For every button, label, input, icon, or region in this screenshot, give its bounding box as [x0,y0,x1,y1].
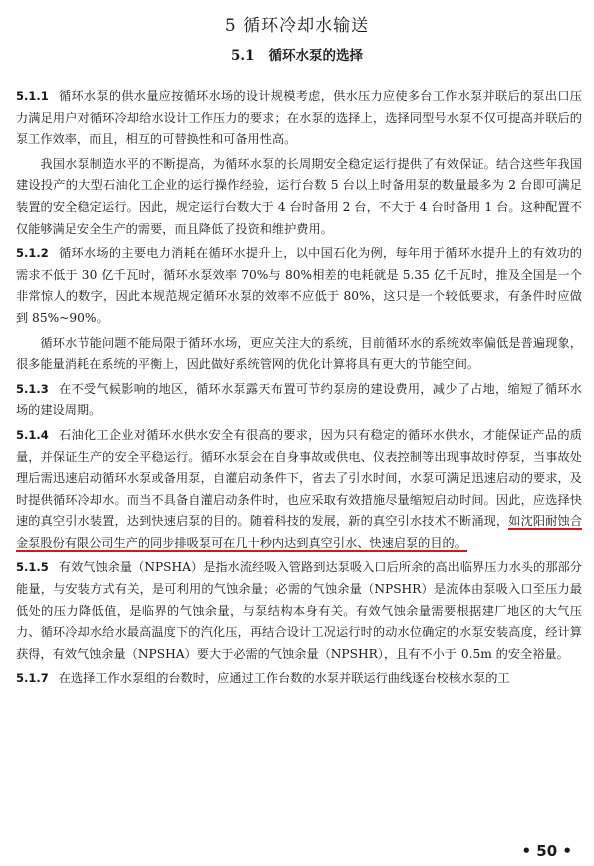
paragraph-5-1-1 [16,86,582,151]
paragraph-pump-manufacturing [16,154,582,240]
paragraph-text: 石油化工企业对循环水供水安全有很高的要求，因为只有稳定的循环水供水，才能保证产品的质量，并保证生产的安全平稳运行。循环水泵会在自身事故或供电、仪表控制等出现事故时停泵，当事故处理后需迅速启动循环水泵或备用泵，自灌启动条件下，省去了引水时间，水泵可满足迅速启动的要求，及时提供循环冷却水。而当不具备自灌启动条件时，也应采取有效措施尽量缩短启动时间。因此，应选择快速的真空引水装置，达到快速启泵的目的。随着科技的发展，新的真空引水技术不断涌现， [16,427,582,529]
paragraph-text: 在选择工作水泵组的台数时，应通过工作台数的水泵并联运行曲线逐台校核水泵的工 [58,671,510,686]
paragraph-text: 有效气蚀余量（NPSHA）是指水流经吸入管路到达泵吸入口后所余的高出临界压力水头的那部分能量，与安装方式有关，是可利用的气蚀余量；必需的气蚀余量（NPSHR）是流体由泵吸入口至压力最低处的压力降低值，是临界的气蚀余量，与泵结构本身有关。有效气蚀余量需要根据建厂地区的大气压力、循环冷却水给水最高温度下的汽化压，再结合设计工况运行时的动水位确定的水泵安装高度，经计算获得，有效气蚀余量（NPSHA）要大于必需的气蚀余量（NPSHR），且有不小于 0.5m 的安全裕量。 [16,560,582,661]
underlined-highlight-text: 如沈阳耐蚀合金泵股份有限公司生产的同步排吸泵可在几十秒内达到真空引水、快速启泵的目的。 [16,514,583,550]
clause-number: 5.1.7 [16,671,49,686]
clause-number: 5.1.5 [16,560,49,575]
paragraph-text: 循环水节能问题不能局限于循环水场，更应关注大的系统，目前循环水的系统效率偏低是普遍现象，很多能量消耗在系统的平衡上，因此做好系统管网的优化计算将具有更大的节能空间。 [16,335,582,372]
paragraph-energy-saving [16,333,582,376]
paragraph-text: 循环水场的主要电力消耗在循环水提升上，以中国石化为例，每年用于循环水提升上的有效功的需求不低于 30 亿千瓦时，循环水泵效率 70%与 80%相差的电耗就是 5.35 亿千瓦时，推及全国是一个非常惊人的数字，因此本规范规定循环水泵的效率不应低于 80%，这只是一个较低要求，有条件时应做到 85%~90%。 [16,246,582,325]
paragraph-text: 循环水泵的供水量应按循环水场的设计规模考虑，供水压力应使多台工作水泵并联后的泵出口压力满足用户对循环冷却给水设计工作压力的要求；在水泵的选择上，选择同型号水泵不仅可提高并联后的泵工作效率，而且，相互的可替换性和可备用性高。 [16,89,582,147]
clause-number: 5.1.1 [16,89,49,103]
section-number: 5.1 [231,48,255,64]
paragraph-5-1-5 [16,557,582,665]
paragraph-5-1-3 [16,379,582,422]
clause-number: 5.1.2 [16,246,49,261]
page-number: • 50 • [521,842,572,860]
section-heading: 循环水泵的选择 [268,48,363,64]
paragraph-5-1-2 [16,243,582,329]
section-title [0,44,594,64]
document-body [16,86,582,693]
chapter-title: 5 循环冷却水输送 [224,16,370,36]
clause-number: 5.1.3 [16,381,49,396]
paragraph-text: 在不受气候影响的地区，循环水泵露天布置可节约泵房的建设费用，减少了占地，缩短了循环水场的建设周期。 [16,381,582,418]
paragraph-5-1-7 [16,668,582,690]
clause-number: 5.1.4 [16,427,49,442]
paragraph-text: 我国水泵制造水平的不断提高，为循环水泵的长周期安全稳定运行提供了有效保证。结合这些年我国建设投产的大型石油化工企业的运行操作经验，运行台数 5 台以上时备用泵的数量最多为 2 台即可满足装置的安全稳定运行。因此，规定运行台数大于 4 台时备用 2 台，不大于 4 台时备用 1 台。这种配置不仅能够满足安全生产的需要，而且降低了投资和维护费用。 [16,156,582,236]
paragraph-5-1-4 [16,425,582,555]
